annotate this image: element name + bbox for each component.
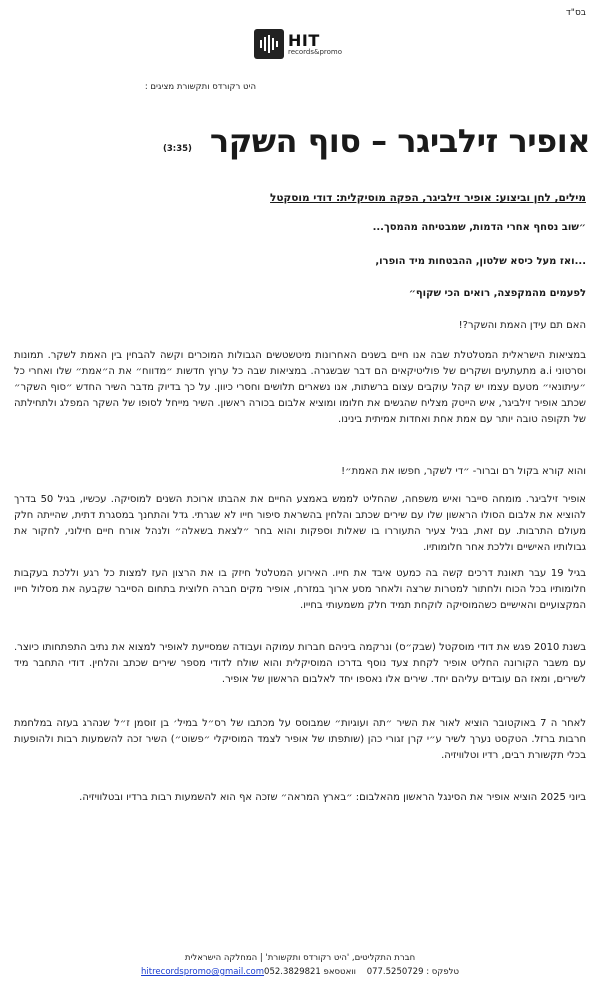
bsd-mark: בס"ד [565,8,586,18]
footer-contact [0,966,600,979]
lyric-quote-line-3: לפעמים מהמקפצה, רואים הכי שקוף״ [408,288,586,299]
paragraph-october: לאחר ה 7 באוקטובר הוציא לאור את השיר ״תה ועוגיות״ שמבוסס על מכתבו של רס״ל במיל׳ בן זוסמן ז״ל שנהרג בעזה במלחמת חרבות ברזל. הטקסט נערך לשיר ע״י קרן זגורי כהן (שותפתו של אופיר לצמד המוסיקלי ״פשוט״) השיר זכה להשמעות רבות ולהופעות בכלי תקשורת רבים, רדיו וטלוויזיה. [14,718,587,761]
whatsapp-label: וואטסאפ [323,967,356,977]
logo-hit-text: HIT [288,30,320,50]
footer-company: חברת התקליטים, 'היט רקורדס ותקשורת' | המחלקה הישראלית [184,953,416,963]
song-credits: מילים, לחן וביצוע: אופיר זילביגר, הפקה מוסיקלית: דודי מוסקטל [270,192,586,204]
logo-sub-text: records&promo [288,47,343,56]
paragraph-accident: בגיל 19 עבר תאונת דרכים קשה בה כמעט איבד את חייו. האירוע המטלטל חיזק בו את הרצון העז למצות כל רגע וללכת בעקבות חלומותיו בכל הכוח ולחתור למטרות שרצה ולאחר מסע ארוך במזרח, אופיר מקים חברה חלוצית בתחום הסייבר שקבעה את מסלול חייו המקצועיים והאישיים כשהמוסיקה לוקחת תמיד חלק משמעותי בחייו. [14,568,586,611]
email-link[interactable]: hitrecordspromo@gmail.com [141,967,265,977]
paragraph-biography: אופיר זילביגר. מומחה סייבר ואיש משפחה, שהחליט לממש באמצע החיים את אהבתו ארוכת השנים למוסיקה. עכשיו, בגיל 50 בדרך להוציא את אלבום הסולו הראשון שלו עם שירים שכתב והלחין בהשראת סיפור חייו לא שגרתי. גדל והתחנך במסגרת דתית, שהייתה חלק מעולם התרבות. עם זאת, בגיל צעיר התעוררו בו שאלות וספקות והוא בחר ״לצאת בשאלה״ ולנהל אורח חיים חילוני, לחקור את גבולותיו האישיים וללכת אחר חלומותיו. [14,494,586,553]
lyric-quote-line-1: ״שוב נסחף אחרי הדמות, שמבטיחה מהמסך... [372,222,586,233]
mobile-number: 052.3829821 [264,967,321,977]
paragraph-question: האם תם עידן האמת והשקר?! [458,320,586,331]
paragraph-intro: במציאות הישראלית המטלטלת שבה אנו חיים בשנים האחרונות מיטשטשים הגבולות המוכרים וקשה להבחין בין האמת לשקר. תמונות וסרטוני a.i מתעתעים ושקרים של פוליטיקאים הם דבר שבשגרה. במציאות שבה כל ערוץ חדשות ״מדווח״ את ה״אמת״ שלו ואחרי כל ״עיתונאי״ מטעם עצמו יש קהל עוקבים עצום ברשתות, אנו נשארים תלושים וחסרי כיוון. על כך בדיוק מדבר השיר החדש ״סוף השקר״ שכתב אופיר זילביגר, איש הייטק מצליח שהגשים את חלומו ומוציא אלבום בכורה ראשון. השיר מייחל לסופו של השקר המפלג ולתחילתה של תקופה טובה יותר עם אמת אחת ואחדות אמיתית בינינו. [14,350,586,425]
hit-records-logo [254,26,346,62]
presents-line: היט רקורדס ותקשורת מציגים : [144,82,256,92]
title-row [10,122,590,160]
equalizer-icon [254,29,284,59]
phone-number: 077.5250729 [366,967,424,977]
lyric-quote-line-2: ...ואז מעל כיסא שלטון, ההבטחות מיד הופרו, [375,256,586,267]
paragraph-single: ביוני 2025 הוציא אופיר את הסינגל הראשון מהאלבום: ״בארץ המראה״ שזכה אף הוא להשמעות רבות ברדיו ובטלוויזיה. [79,792,586,803]
paragraph-call: והוא קורא בקול רם וברור- ״די לשקר, חפשו את האמת״! [341,466,586,477]
page-title: אופיר זילביגר – סוף השקר [209,122,590,160]
song-duration: (3:35) [162,144,192,154]
paragraph-collaboration: בשנת 2010 פגש את דודי מוסקטל (שבק״ס) ונרקמה ביניהם חברות עמוקה ועבודה שמסייעת לאופיר למצוא את נתיב התפתחותו כיוצר. עם משבר הקורונה החליט אופיר לקחת צעד נוסף בדרכו המוסיקלית והוא שולח לדודי מספר שירים שכתב והלחין. דודי התחבר מיד לשירים, ומאז הם עובדים עליהם יחד. שירים אלו נאספו יחד לאלבום הראשון של אופיר. [14,642,587,685]
phone-label: טלפקס : [426,967,459,977]
